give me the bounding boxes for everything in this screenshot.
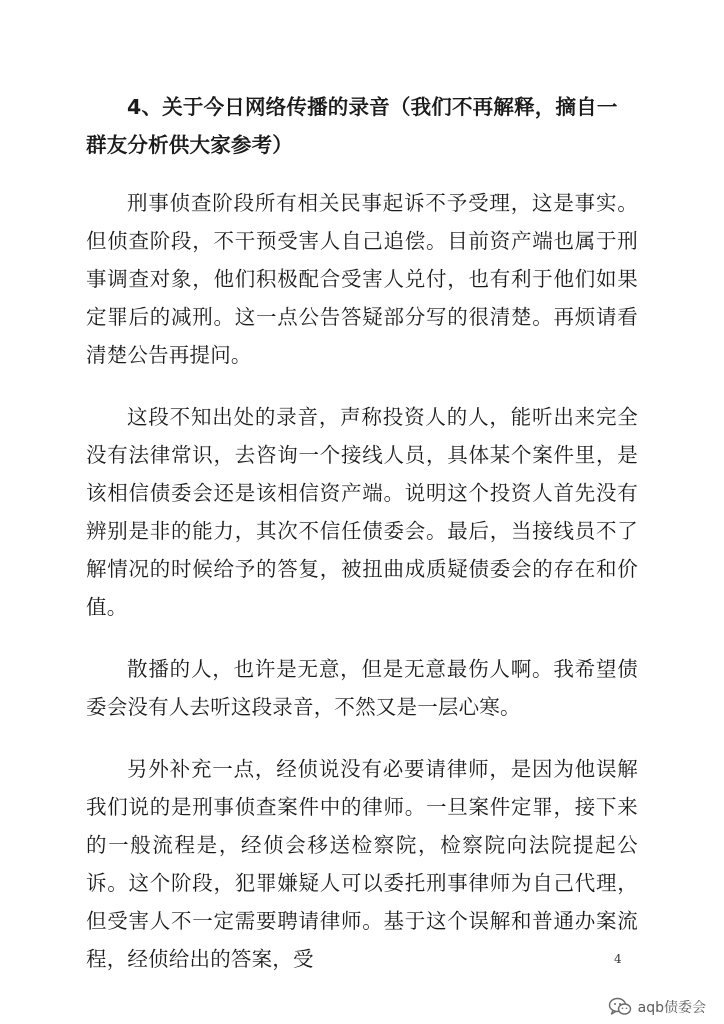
document-body <box>86 88 638 978</box>
paragraph-2: 这段不知出处的录音，声称投资人的人，能听出来完全没有法律常识，去咨询一个接线人员，具体某个案件里，是该相信债委会还是该相信资产端。说明这个投资人首先没有辨别是非的能力，其次不信任债委会。最后，当接线员不了解情况的时候给予的答复，被扭曲成质疑债委会的存在和价值。 <box>86 405 638 619</box>
source-watermark <box>608 996 706 1018</box>
page-number: 4 <box>614 952 622 966</box>
paragraph-4: 另外补充一点，经侦说没有必要请律师，是因为他误解我们说的是刑事侦查案件中的律师。一旦案件定罪，接下来的一般流程是，经侦会移送检察院，检察院向法院提起公诉。这个阶段，犯罪嫌疑人可以委托刑事律师为自己代理，但受害人不一定需要聘请律师。基于这个误解和普通办案流程，经侦给出的答案，受 <box>86 757 638 971</box>
paragraph-1: 刑事侦查阶段所有相关民事起诉不予受理，这是事实。但侦查阶段，不干预受害人自己追偿。目前资产端也属于刑事调查对象，他们积极配合受害人兑付，也有利于他们如果定罪后的减刑。这一点公告答疑部分写的很清楚。再烦请看清楚公告再提问。 <box>86 191 638 367</box>
paragraph-3: 散播的人，也许是无意，但是无意最伤人啊。我希望债委会没有人去听这段录音，不然又是一层心寒。 <box>86 657 638 719</box>
watermark-label: aqb债委会 <box>637 1000 706 1016</box>
section-heading: 4、关于今日网络传播的录音（我们不再解释，摘自一群友分析供大家参考） <box>86 95 618 157</box>
wechat-icon <box>608 997 632 1017</box>
